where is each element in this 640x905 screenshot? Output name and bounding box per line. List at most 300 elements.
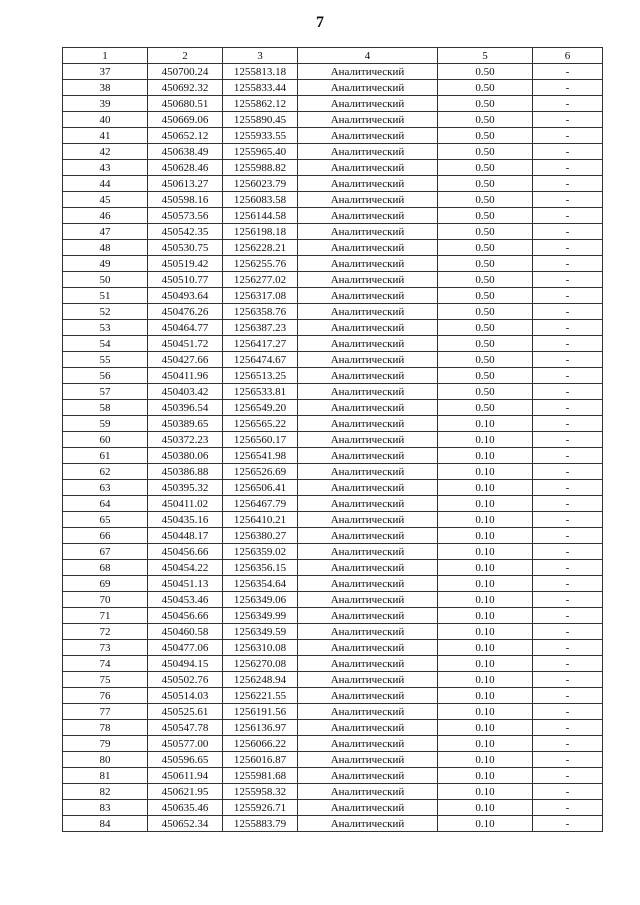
point-number-cell: 44: [63, 176, 148, 192]
y-coordinate-cell: 1255890.45: [223, 112, 298, 128]
point-number-cell: 49: [63, 256, 148, 272]
table-row: [63, 160, 603, 176]
note-cell: -: [533, 336, 603, 352]
note-cell: -: [533, 784, 603, 800]
x-coordinate-cell: 450577.00: [148, 736, 223, 752]
accuracy-cell: 0.10: [438, 816, 533, 832]
method-cell: Аналитический: [298, 256, 438, 272]
table-row: [63, 480, 603, 496]
method-cell: Аналитический: [298, 320, 438, 336]
y-coordinate-cell: 1255988.82: [223, 160, 298, 176]
table-row: [63, 496, 603, 512]
accuracy-cell: 0.10: [438, 800, 533, 816]
table-row: [63, 64, 603, 80]
method-cell: Аналитический: [298, 816, 438, 832]
table-row: [63, 608, 603, 624]
method-cell: Аналитический: [298, 544, 438, 560]
accuracy-cell: 0.50: [438, 160, 533, 176]
y-coordinate-cell: 1256270.08: [223, 656, 298, 672]
x-coordinate-cell: 450456.66: [148, 544, 223, 560]
method-cell: Аналитический: [298, 416, 438, 432]
y-coordinate-cell: 1256541.98: [223, 448, 298, 464]
method-cell: Аналитический: [298, 336, 438, 352]
table-row: [63, 192, 603, 208]
note-cell: -: [533, 160, 603, 176]
x-coordinate-cell: 450542.35: [148, 224, 223, 240]
point-number-cell: 61: [63, 448, 148, 464]
point-number-cell: 66: [63, 528, 148, 544]
point-number-cell: 75: [63, 672, 148, 688]
column-header-5: 5: [438, 48, 533, 64]
note-cell: -: [533, 592, 603, 608]
point-number-cell: 37: [63, 64, 148, 80]
y-coordinate-cell: 1255813.18: [223, 64, 298, 80]
note-cell: -: [533, 464, 603, 480]
x-coordinate-cell: 450395.32: [148, 480, 223, 496]
method-cell: Аналитический: [298, 608, 438, 624]
table-row: [63, 704, 603, 720]
point-number-cell: 52: [63, 304, 148, 320]
point-number-cell: 73: [63, 640, 148, 656]
x-coordinate-cell: 450628.46: [148, 160, 223, 176]
y-coordinate-cell: 1256198.18: [223, 224, 298, 240]
table-row: [63, 288, 603, 304]
x-coordinate-cell: 450386.88: [148, 464, 223, 480]
page-number: 7: [316, 14, 324, 31]
y-coordinate-cell: 1256549.20: [223, 400, 298, 416]
accuracy-cell: 0.10: [438, 656, 533, 672]
table-row: [63, 272, 603, 288]
accuracy-cell: 0.10: [438, 768, 533, 784]
method-cell: Аналитический: [298, 448, 438, 464]
point-number-cell: 64: [63, 496, 148, 512]
method-cell: Аналитический: [298, 496, 438, 512]
table-row: [63, 304, 603, 320]
table-row: [63, 688, 603, 704]
note-cell: -: [533, 720, 603, 736]
note-cell: -: [533, 288, 603, 304]
x-coordinate-cell: 450389.65: [148, 416, 223, 432]
method-cell: Аналитический: [298, 400, 438, 416]
method-cell: Аналитический: [298, 208, 438, 224]
note-cell: -: [533, 176, 603, 192]
y-coordinate-cell: 1255933.55: [223, 128, 298, 144]
point-number-cell: 40: [63, 112, 148, 128]
method-cell: Аналитический: [298, 64, 438, 80]
column-header-1: 1: [63, 48, 148, 64]
point-number-cell: 74: [63, 656, 148, 672]
method-cell: Аналитический: [298, 112, 438, 128]
x-coordinate-cell: 450525.61: [148, 704, 223, 720]
method-cell: Аналитический: [298, 768, 438, 784]
y-coordinate-cell: 1256380.27: [223, 528, 298, 544]
table-row: [63, 112, 603, 128]
x-coordinate-cell: 450427.66: [148, 352, 223, 368]
method-cell: Аналитический: [298, 384, 438, 400]
table-row: [63, 96, 603, 112]
y-coordinate-cell: 1255862.12: [223, 96, 298, 112]
note-cell: -: [533, 672, 603, 688]
method-cell: Аналитический: [298, 144, 438, 160]
method-cell: Аналитический: [298, 432, 438, 448]
note-cell: -: [533, 416, 603, 432]
accuracy-cell: 0.50: [438, 112, 533, 128]
y-coordinate-cell: 1256221.55: [223, 688, 298, 704]
table-row: [63, 624, 603, 640]
method-cell: Аналитический: [298, 624, 438, 640]
point-number-cell: 56: [63, 368, 148, 384]
table-row: [63, 384, 603, 400]
method-cell: Аналитический: [298, 192, 438, 208]
y-coordinate-cell: 1256277.02: [223, 272, 298, 288]
point-number-cell: 81: [63, 768, 148, 784]
method-cell: Аналитический: [298, 368, 438, 384]
note-cell: -: [533, 576, 603, 592]
point-number-cell: 48: [63, 240, 148, 256]
y-coordinate-cell: 1256506.41: [223, 480, 298, 496]
x-coordinate-cell: 450573.56: [148, 208, 223, 224]
accuracy-cell: 0.10: [438, 592, 533, 608]
y-coordinate-cell: 1256023.79: [223, 176, 298, 192]
y-coordinate-cell: 1256317.08: [223, 288, 298, 304]
note-cell: -: [533, 544, 603, 560]
table-row: [63, 352, 603, 368]
y-coordinate-cell: 1256228.21: [223, 240, 298, 256]
accuracy-cell: 0.10: [438, 640, 533, 656]
accuracy-cell: 0.10: [438, 544, 533, 560]
x-coordinate-cell: 450502.76: [148, 672, 223, 688]
note-cell: -: [533, 624, 603, 640]
x-coordinate-cell: 450372.23: [148, 432, 223, 448]
column-header-6: 6: [533, 48, 603, 64]
note-cell: -: [533, 208, 603, 224]
table-row: [63, 176, 603, 192]
method-cell: Аналитический: [298, 224, 438, 240]
x-coordinate-cell: 450435.16: [148, 512, 223, 528]
x-coordinate-cell: 450448.17: [148, 528, 223, 544]
method-cell: Аналитический: [298, 656, 438, 672]
x-coordinate-cell: 450493.64: [148, 288, 223, 304]
method-cell: Аналитический: [298, 80, 438, 96]
point-number-cell: 72: [63, 624, 148, 640]
note-cell: -: [533, 528, 603, 544]
table-row: [63, 432, 603, 448]
point-number-cell: 58: [63, 400, 148, 416]
point-number-cell: 62: [63, 464, 148, 480]
method-cell: Аналитический: [298, 352, 438, 368]
accuracy-cell: 0.10: [438, 432, 533, 448]
y-coordinate-cell: 1256354.64: [223, 576, 298, 592]
x-coordinate-cell: 450669.06: [148, 112, 223, 128]
note-cell: -: [533, 656, 603, 672]
table-body: [63, 64, 603, 832]
y-coordinate-cell: 1255883.79: [223, 816, 298, 832]
accuracy-cell: 0.50: [438, 128, 533, 144]
table-row: [63, 512, 603, 528]
x-coordinate-cell: 450652.12: [148, 128, 223, 144]
point-number-cell: 68: [63, 560, 148, 576]
accuracy-cell: 0.50: [438, 96, 533, 112]
note-cell: -: [533, 800, 603, 816]
note-cell: -: [533, 272, 603, 288]
y-coordinate-cell: 1256349.59: [223, 624, 298, 640]
table-row: [63, 784, 603, 800]
table-row: [63, 752, 603, 768]
y-coordinate-cell: 1256310.08: [223, 640, 298, 656]
y-coordinate-cell: 1256144.58: [223, 208, 298, 224]
x-coordinate-cell: 450596.65: [148, 752, 223, 768]
point-number-cell: 82: [63, 784, 148, 800]
note-cell: -: [533, 640, 603, 656]
accuracy-cell: 0.10: [438, 448, 533, 464]
accuracy-cell: 0.50: [438, 256, 533, 272]
x-coordinate-cell: 450451.72: [148, 336, 223, 352]
note-cell: -: [533, 320, 603, 336]
table-row: [63, 800, 603, 816]
note-cell: -: [533, 688, 603, 704]
point-number-cell: 47: [63, 224, 148, 240]
x-coordinate-cell: 450451.13: [148, 576, 223, 592]
accuracy-cell: 0.50: [438, 304, 533, 320]
note-cell: -: [533, 432, 603, 448]
note-cell: -: [533, 768, 603, 784]
accuracy-cell: 0.50: [438, 144, 533, 160]
x-coordinate-cell: 450510.77: [148, 272, 223, 288]
point-number-cell: 80: [63, 752, 148, 768]
accuracy-cell: 0.50: [438, 80, 533, 96]
table-row: [63, 640, 603, 656]
y-coordinate-cell: 1255958.32: [223, 784, 298, 800]
table-row: [63, 768, 603, 784]
x-coordinate-cell: 450476.26: [148, 304, 223, 320]
accuracy-cell: 0.10: [438, 480, 533, 496]
point-number-cell: 83: [63, 800, 148, 816]
y-coordinate-cell: 1256417.27: [223, 336, 298, 352]
note-cell: -: [533, 704, 603, 720]
note-cell: -: [533, 736, 603, 752]
y-coordinate-cell: 1256533.81: [223, 384, 298, 400]
point-number-cell: 54: [63, 336, 148, 352]
table-row: [63, 128, 603, 144]
y-coordinate-cell: 1256387.23: [223, 320, 298, 336]
accuracy-cell: 0.50: [438, 384, 533, 400]
point-number-cell: 55: [63, 352, 148, 368]
x-coordinate-cell: 450453.46: [148, 592, 223, 608]
x-coordinate-cell: 450547.78: [148, 720, 223, 736]
method-cell: Аналитический: [298, 160, 438, 176]
note-cell: -: [533, 496, 603, 512]
method-cell: Аналитический: [298, 560, 438, 576]
accuracy-cell: 0.50: [438, 288, 533, 304]
method-cell: Аналитический: [298, 592, 438, 608]
table-row: [63, 528, 603, 544]
note-cell: -: [533, 384, 603, 400]
point-number-cell: 67: [63, 544, 148, 560]
x-coordinate-cell: 450411.02: [148, 496, 223, 512]
x-coordinate-cell: 450514.03: [148, 688, 223, 704]
table-row: [63, 464, 603, 480]
x-coordinate-cell: 450396.54: [148, 400, 223, 416]
column-header-4: 4: [298, 48, 438, 64]
y-coordinate-cell: 1256474.67: [223, 352, 298, 368]
table-row: [63, 368, 603, 384]
y-coordinate-cell: 1255965.40: [223, 144, 298, 160]
x-coordinate-cell: 450464.77: [148, 320, 223, 336]
accuracy-cell: 0.10: [438, 560, 533, 576]
note-cell: -: [533, 816, 603, 832]
table-row: [63, 208, 603, 224]
accuracy-cell: 0.10: [438, 784, 533, 800]
accuracy-cell: 0.10: [438, 528, 533, 544]
table-header-row: [63, 48, 603, 64]
point-number-cell: 69: [63, 576, 148, 592]
accuracy-cell: 0.10: [438, 624, 533, 640]
y-coordinate-cell: 1256410.21: [223, 512, 298, 528]
point-number-cell: 79: [63, 736, 148, 752]
y-coordinate-cell: 1256083.58: [223, 192, 298, 208]
y-coordinate-cell: 1256565.22: [223, 416, 298, 432]
y-coordinate-cell: 1256136.97: [223, 720, 298, 736]
x-coordinate-cell: 450613.27: [148, 176, 223, 192]
table-row: [63, 736, 603, 752]
note-cell: -: [533, 240, 603, 256]
method-cell: Аналитический: [298, 128, 438, 144]
accuracy-cell: 0.10: [438, 416, 533, 432]
y-coordinate-cell: 1256560.17: [223, 432, 298, 448]
x-coordinate-cell: 450411.96: [148, 368, 223, 384]
accuracy-cell: 0.50: [438, 320, 533, 336]
method-cell: Аналитический: [298, 176, 438, 192]
table-row: [63, 560, 603, 576]
note-cell: -: [533, 400, 603, 416]
point-number-cell: 45: [63, 192, 148, 208]
point-number-cell: 65: [63, 512, 148, 528]
point-number-cell: 70: [63, 592, 148, 608]
method-cell: Аналитический: [298, 240, 438, 256]
accuracy-cell: 0.10: [438, 688, 533, 704]
method-cell: Аналитический: [298, 720, 438, 736]
note-cell: -: [533, 752, 603, 768]
table-row: [63, 448, 603, 464]
point-number-cell: 41: [63, 128, 148, 144]
method-cell: Аналитический: [298, 784, 438, 800]
x-coordinate-cell: 450700.24: [148, 64, 223, 80]
accuracy-cell: 0.10: [438, 672, 533, 688]
point-number-cell: 39: [63, 96, 148, 112]
method-cell: Аналитический: [298, 688, 438, 704]
table-row: [63, 144, 603, 160]
accuracy-cell: 0.50: [438, 224, 533, 240]
x-coordinate-cell: 450454.22: [148, 560, 223, 576]
table-row: [63, 720, 603, 736]
note-cell: -: [533, 368, 603, 384]
y-coordinate-cell: 1256349.99: [223, 608, 298, 624]
point-number-cell: 60: [63, 432, 148, 448]
note-cell: -: [533, 128, 603, 144]
column-header-2: 2: [148, 48, 223, 64]
method-cell: Аналитический: [298, 512, 438, 528]
method-cell: Аналитический: [298, 704, 438, 720]
table-row: [63, 672, 603, 688]
accuracy-cell: 0.50: [438, 240, 533, 256]
x-coordinate-cell: 450621.95: [148, 784, 223, 800]
y-coordinate-cell: 1256349.06: [223, 592, 298, 608]
method-cell: Аналитический: [298, 96, 438, 112]
point-number-cell: 78: [63, 720, 148, 736]
x-coordinate-cell: 450638.49: [148, 144, 223, 160]
point-number-cell: 76: [63, 688, 148, 704]
method-cell: Аналитический: [298, 672, 438, 688]
table-row: [63, 400, 603, 416]
x-coordinate-cell: 450611.94: [148, 768, 223, 784]
note-cell: -: [533, 64, 603, 80]
x-coordinate-cell: 450403.42: [148, 384, 223, 400]
accuracy-cell: 0.10: [438, 576, 533, 592]
accuracy-cell: 0.10: [438, 736, 533, 752]
x-coordinate-cell: 450456.66: [148, 608, 223, 624]
accuracy-cell: 0.50: [438, 176, 533, 192]
method-cell: Аналитический: [298, 640, 438, 656]
point-number-cell: 43: [63, 160, 148, 176]
method-cell: Аналитический: [298, 800, 438, 816]
point-number-cell: 42: [63, 144, 148, 160]
point-number-cell: 46: [63, 208, 148, 224]
accuracy-cell: 0.50: [438, 192, 533, 208]
accuracy-cell: 0.50: [438, 336, 533, 352]
method-cell: Аналитический: [298, 480, 438, 496]
table-row: [63, 416, 603, 432]
note-cell: -: [533, 144, 603, 160]
table-row: [63, 224, 603, 240]
note-cell: -: [533, 608, 603, 624]
method-cell: Аналитический: [298, 752, 438, 768]
accuracy-cell: 0.10: [438, 720, 533, 736]
accuracy-cell: 0.10: [438, 752, 533, 768]
method-cell: Аналитический: [298, 304, 438, 320]
y-coordinate-cell: 1256358.76: [223, 304, 298, 320]
note-cell: -: [533, 512, 603, 528]
method-cell: Аналитический: [298, 528, 438, 544]
note-cell: -: [533, 560, 603, 576]
accuracy-cell: 0.50: [438, 272, 533, 288]
accuracy-cell: 0.10: [438, 704, 533, 720]
accuracy-cell: 0.50: [438, 400, 533, 416]
note-cell: -: [533, 96, 603, 112]
table-row: [63, 656, 603, 672]
accuracy-cell: 0.10: [438, 512, 533, 528]
point-number-cell: 84: [63, 816, 148, 832]
y-coordinate-cell: 1255926.71: [223, 800, 298, 816]
point-number-cell: 63: [63, 480, 148, 496]
y-coordinate-cell: 1255981.68: [223, 768, 298, 784]
point-number-cell: 77: [63, 704, 148, 720]
note-cell: -: [533, 192, 603, 208]
accuracy-cell: 0.10: [438, 496, 533, 512]
note-cell: -: [533, 256, 603, 272]
x-coordinate-cell: 450460.58: [148, 624, 223, 640]
table-row: [63, 256, 603, 272]
method-cell: Аналитический: [298, 736, 438, 752]
method-cell: Аналитический: [298, 576, 438, 592]
accuracy-cell: 0.50: [438, 352, 533, 368]
note-cell: -: [533, 80, 603, 96]
point-number-cell: 51: [63, 288, 148, 304]
accuracy-cell: 0.50: [438, 208, 533, 224]
y-coordinate-cell: 1256513.25: [223, 368, 298, 384]
point-number-cell: 59: [63, 416, 148, 432]
table-row: [63, 544, 603, 560]
note-cell: -: [533, 352, 603, 368]
